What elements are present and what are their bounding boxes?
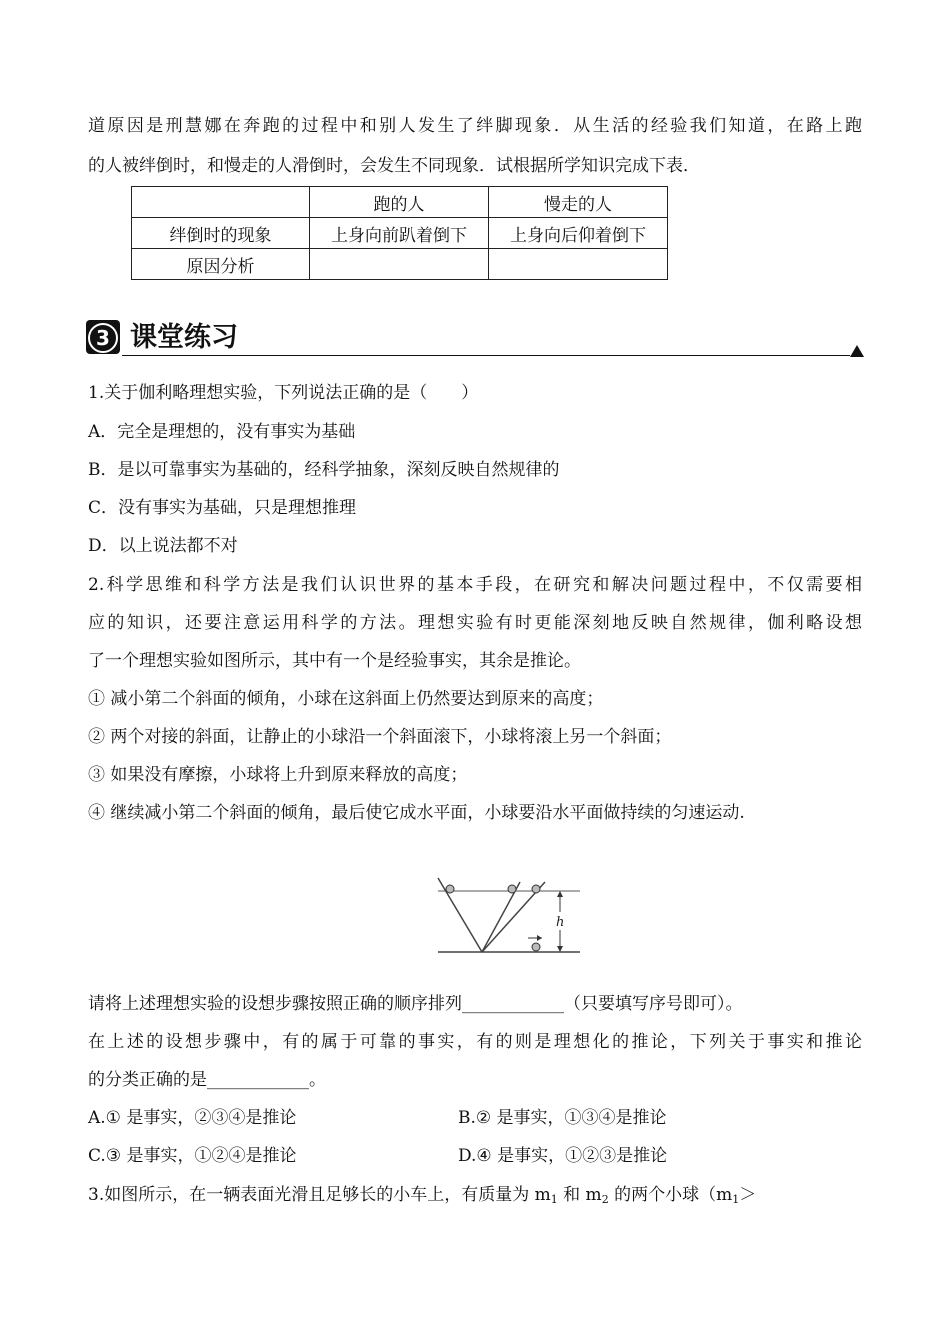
q2-option-b: B.② 是事实，①③④是推论 bbox=[458, 1108, 667, 1128]
table-cell: 原因分析 bbox=[132, 249, 310, 280]
q2-step-1: ① 减小第二个斜面的倾角，小球在这斜面上仍然要达到原来的高度； bbox=[88, 689, 604, 709]
comparison-table bbox=[131, 186, 668, 280]
q1-option-a: A．完全是理想的，没有事实为基础 bbox=[88, 422, 356, 442]
q2-ask-2a: 在上述的设想步骤中，有的属于可靠的事实，有的则是理想化的推论，下列关于事实和推论 bbox=[88, 1032, 862, 1052]
table-cell: 上身向后仰着倒下 bbox=[489, 218, 668, 249]
q1-option-d: D．以上说法都不对 bbox=[88, 536, 238, 556]
section-rule bbox=[122, 355, 850, 356]
table-cell: 上身向前趴着倒下 bbox=[310, 218, 489, 249]
q1-option-c: C．没有事实为基础，只是理想推理 bbox=[88, 498, 357, 518]
table-header-cell bbox=[132, 187, 310, 218]
q1-stem: 1.关于伽利略理想实验，下列说法正确的是（ ） bbox=[88, 383, 479, 403]
table-row bbox=[132, 218, 668, 249]
q2-stem-2: 应的知识，还要注意运用科学的方法。理想实验有时更能深刻地反映自然规律，伽利略设想 bbox=[88, 613, 862, 633]
q2-step-3: ③ 如果没有摩擦，小球将上升到原来释放的高度； bbox=[88, 765, 468, 785]
table-header-cell: 慢走的人 bbox=[489, 187, 668, 218]
table-header-cell: 跑的人 bbox=[310, 187, 489, 218]
inclined-planes-figure bbox=[430, 872, 590, 960]
q2-option-c: C.③ 是事实，①②④是推论 bbox=[88, 1146, 297, 1166]
q2-step-4: ④ 继续减小第二个斜面的倾角，最后使它成水平面，小球要沿水平面做持续的匀速运动. bbox=[88, 803, 745, 823]
q1-option-b: B．是以可靠事实为基础的，经科学抽象，深刻反映自然规律的 bbox=[88, 460, 560, 480]
section-title: 课堂练习 bbox=[130, 322, 238, 353]
table-cell bbox=[489, 249, 668, 280]
section-number-badge: 3 bbox=[86, 320, 120, 354]
intro-line-1: 道原因是刑慧娜在奔跑的过程中和别人发生了绊脚现象．从生活的经验我们知道，在路上跑 bbox=[88, 116, 862, 136]
q2-stem-1: 2.科学思维和科学方法是我们认识世界的基本手段，在研究和解决问题过程中，不仅需要相 bbox=[88, 575, 862, 595]
intro-line-2: 的人被绊倒时，和慢走的人滑倒时，会发生不同现象．试根据所学知识完成下表． bbox=[88, 156, 700, 176]
table-header-row bbox=[132, 187, 668, 218]
q2-ask-2b: 的分类正确的是____________。 bbox=[88, 1070, 326, 1090]
q2-option-a: A.① 是事实，②③④是推论 bbox=[88, 1108, 297, 1128]
q3-stem: 3.如图所示，在一辆表面光滑且足够长的小车上，有质量为 $m_1$ 和 $m_2$ 的两个小球（$m_1>$ bbox=[88, 1185, 757, 1206]
height-label: h bbox=[556, 915, 565, 930]
q2-option-d: D.④ 是事实，①②③是推论 bbox=[458, 1146, 668, 1166]
section-header bbox=[86, 318, 864, 360]
q2-step-2: ② 两个对接的斜面，让静止的小球沿一个斜面滚下，小球将滚上另一个斜面； bbox=[88, 727, 672, 747]
triangle-icon bbox=[850, 345, 864, 357]
q2-ask-1: 请将上述理想实验的设想步骤按照正确的顺序排列____________（只要填写序号即可）。 bbox=[88, 994, 743, 1014]
table-row bbox=[132, 249, 668, 280]
table-cell bbox=[310, 249, 489, 280]
q2-stem-3: 了一个理想实验如图所示，其中有一个是经验事实，其余是推论。 bbox=[88, 651, 581, 671]
table-cell: 绊倒时的现象 bbox=[132, 218, 310, 249]
